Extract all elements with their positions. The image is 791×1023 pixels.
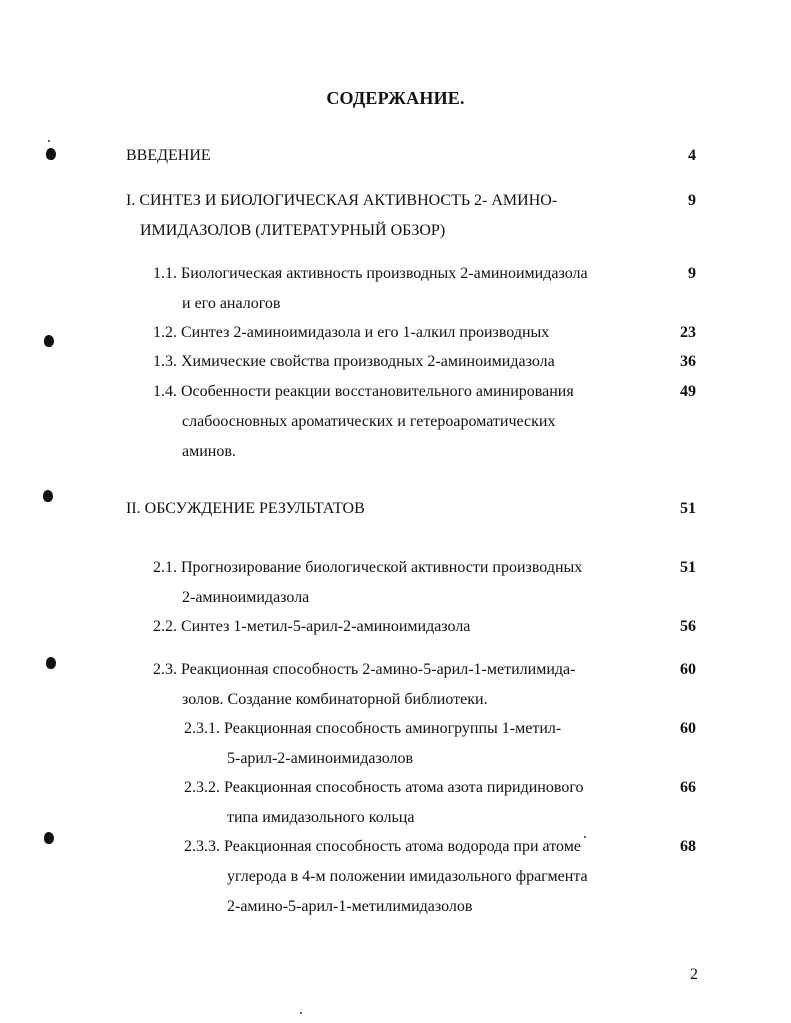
toc-entry-1-1: 1.1. Биологическая активность производных 2-аминоимидазола и его аналогов	[153, 265, 588, 312]
toc-entry-introduction: ВВЕДЕНИЕ	[126, 147, 211, 164]
toc-entry-1-3: 1.3. Химические свойства производных 2-аминоимидазола	[153, 353, 555, 370]
toc-entry-2-3-3: 2.3.3. Реакционная способность атома водорода при атоме углерода в 4-м положении имидазольного фрагмента 2-амино-5-арил-1-метилимидазолов	[184, 838, 588, 915]
toc-page-2-3-3: 68	[680, 838, 696, 855]
toc-entry-1-4: 1.4. Особенности реакции восстановительного аминирования слабоосновных ароматических и гетероароматических аминов.	[153, 383, 574, 460]
toc-page-2-2: 56	[680, 618, 696, 635]
toc-entry-2-3-1: 2.3.1. Реакционная способность аминогруппы 1-метил- 5-арил-2-аминоимидазолов	[184, 720, 562, 767]
punch-hole-5	[44, 832, 54, 844]
toc-page-2-3-2: 66	[680, 779, 696, 796]
toc-page-1-4: 49	[680, 383, 696, 400]
toc-entry-2-3: 2.3. Реакционная способность 2-амино-5-арил-1-метилимида- золов. Создание комбинаторной библиотеки.	[153, 661, 576, 708]
scan-speck-2	[300, 1012, 302, 1014]
toc-page-2-1: 51	[680, 559, 696, 576]
toc-page-introduction: 4	[688, 147, 696, 164]
punch-hole-2	[44, 335, 54, 347]
toc-entry-1-2: 1.2. Синтез 2-аминоимидазола и его 1-алкил производных	[153, 324, 550, 341]
scan-speck-1	[48, 140, 50, 142]
page-title: СОДЕРЖАНИЕ.	[326, 88, 465, 108]
toc-page-1-1: 9	[688, 265, 696, 282]
toc-entry-2-3-2: 2.3.2. Реакционная способность атома азота пиридинового типа имидазольного кольца	[184, 779, 584, 826]
punch-hole-3	[43, 490, 53, 502]
toc-page-chapter-1: 9	[688, 192, 696, 209]
punch-hole-4	[46, 657, 56, 669]
toc-entry-chapter-1: I. СИНТЕЗ И БИОЛОГИЧЕСКАЯ АКТИВНОСТЬ 2- АМИНО- ИМИДАЗОЛОВ (ЛИТЕРАТУРНЫЙ ОБЗОР)	[126, 192, 558, 239]
toc-entry-2-1: 2.1. Прогнозирование биологической активности производных 2-аминоимидазола	[153, 559, 583, 606]
toc-page-2-3: 60	[680, 661, 696, 678]
toc-page-chapter-2: 51	[680, 500, 696, 517]
toc-page-2-3-1: 60	[680, 720, 696, 737]
toc-entry-2-2: 2.2. Синтез 1-метил-5-арил-2-аминоимидазола	[153, 618, 471, 635]
toc-page-1-3: 36	[680, 353, 696, 370]
toc-entry-chapter-2: II. ОБСУЖДЕНИЕ РЕЗУЛЬТАТОВ	[126, 500, 365, 517]
toc-page-1-2: 23	[680, 324, 696, 341]
punch-hole-1	[46, 148, 56, 160]
page-number: 2	[690, 966, 698, 983]
